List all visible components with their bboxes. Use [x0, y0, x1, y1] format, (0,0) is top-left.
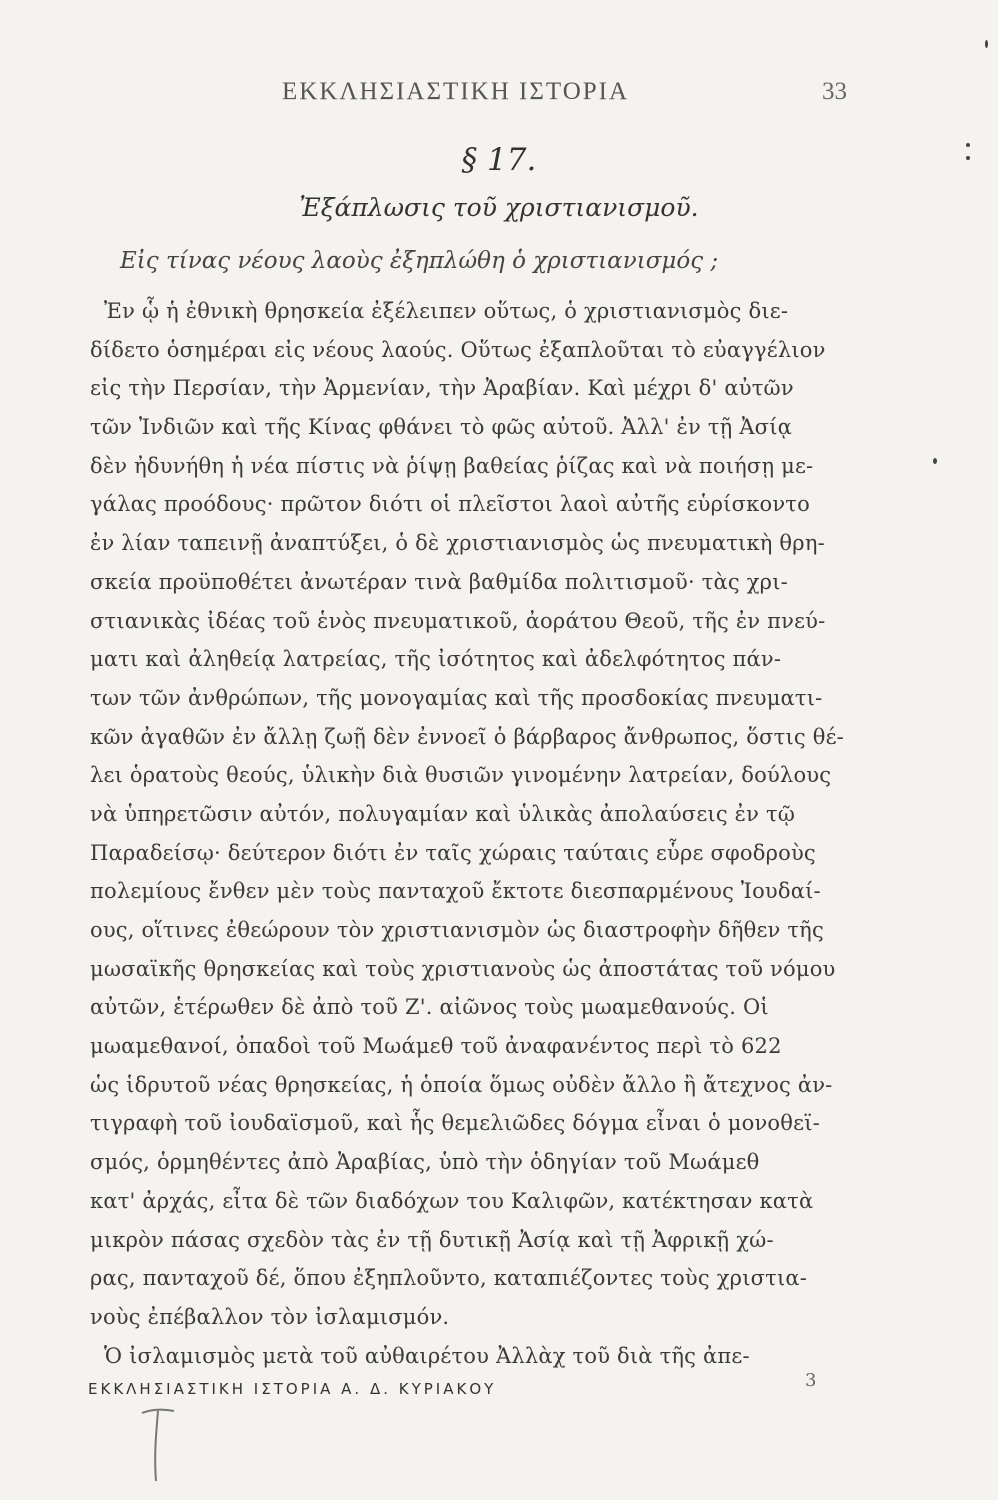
text-line: αὐτῶν, ἑτέρωθεν δὲ ἀπὸ τοῦ Ζ'. αἰῶνος τοὺς μωαμεθανούς. Οἱ	[90, 995, 769, 1020]
text-line: τιγραφὴ τοῦ ἰουδαϊσμοῦ, καὶ ἧς θεμελιῶδες δόγμα εἶναι ὁ μονοθεϊ-	[90, 1111, 820, 1136]
text-line: λει ὁρατοὺς θεούς, ὑλικὴν διὰ θυσιῶν γινομένην λατρείαν, δούλους	[90, 763, 832, 788]
text-line: μικρὸν πάσας σχεδὸν τὰς ἐν τῇ δυτικῇ Ἀσίᾳ καὶ τῇ Ἀφρικῇ χώ-	[90, 1227, 774, 1252]
text-line: δὲν ἠδυνήθη ἡ νέα πίστις νὰ ῥίψῃ βαθείας ῥίζας καὶ νὰ ποιήσῃ με-	[90, 453, 814, 478]
text-line: δίδετο ὁσημέραι εἰς νέους λαούς. Οὕτως ἐξαπλοῦται τὸ εὐαγγέλιον	[90, 337, 826, 362]
text-line: ματι καὶ ἀληθείᾳ λατρείας, τῆς ἰσότητος καὶ ἀδελφότητος πάν-	[90, 647, 782, 672]
running-title: ΕΚΚΛΗΣΙΑΣΤΙΚΗ ΙΣΤΟΡΙΑ	[282, 78, 630, 105]
section-number: § 17.	[461, 142, 537, 178]
printer-signature: ΕΚΚΛΗΣΙΑΣΤΙΚΗ ΙΣΤΟΡΙΑ Α. Δ. ΚΥΡΙΑΚΟΥ	[88, 1380, 497, 1398]
text-line: ρας, πανταχοῦ δέ, ὅπου ἐξηπλοῦντο, καταπιέζοντες τοὺς χριστια-	[90, 1266, 808, 1291]
margin-speck	[933, 458, 937, 464]
margin-speck	[966, 143, 970, 147]
text-line: Ὁ ἰσλαμισμὸς μετὰ τοῦ αὐθαιρέτου Ἀλλὰχ τοῦ διὰ τῆς ἀπε-	[104, 1343, 750, 1368]
pencil-mark-icon	[138, 1405, 178, 1485]
text-line: Παραδείσῳ· δεύτερον διότι ἐν ταῖς χώραις ταύταις εὗρε σφοδροὺς	[90, 840, 816, 865]
text-line: σμός, ὁρμηθέντες ἀπὸ Ἀραβίας, ὑπὸ τὴν ὁδηγίαν τοῦ Μωάμεθ	[90, 1150, 760, 1175]
margin-speck	[985, 40, 988, 48]
margin-speck	[966, 156, 970, 160]
text-line: στιανικὰς ἰδέας τοῦ ἑνὸς πνευματικοῦ, ἀοράτου Θεοῦ, τῆς ἐν πνεύ-	[90, 608, 826, 633]
text-line: νοὺς ἐπέβαλλον τὸν ἰσλαμισμόν.	[90, 1304, 450, 1329]
text-line: σκεία προϋποθέτει ἀνωτέραν τινὰ βαθμίδα πολιτισμοῦ· τὰς χρι-	[90, 569, 788, 594]
text-line: γάλας προόδους· πρῶτον διότι οἱ πλεῖστοι λαοὶ αὐτῆς εὑρίσκοντο	[90, 492, 810, 517]
text-line: τῶν Ἰνδιῶν καὶ τῆς Κίνας φθάνει τὸ φῶς αὐτοῦ. Ἀλλ' ἐν τῇ Ἀσίᾳ	[90, 415, 793, 440]
section-title: Ἐξάπλωσις τοῦ χριστιανισμοῦ.	[299, 193, 699, 222]
signature-number: 3	[805, 1370, 817, 1391]
text-line: πολεμίους ἔνθεν μὲν τοὺς πανταχοῦ ἔκτοτε διεσπαρμένους Ἰουδαί-	[90, 879, 821, 904]
text-line: κατ' ἀρχάς, εἶτα δὲ τῶν διαδόχων του Καλιφῶν, κατέκτησαν κατὰ	[90, 1188, 814, 1213]
text-line: νὰ ὑπηρετῶσιν αὐτόν, πολυγαμίαν καὶ ὑλικὰς ἀπολαύσεις ἐν τῷ	[90, 801, 796, 826]
section-question: Εἰς τίνας νέους λαοὺς ἐξηπλώθη ὁ χριστιανισμός ;	[120, 248, 719, 274]
text-line: μωσαϊκῆς θρησκείας καὶ τοὺς χριστιανοὺς ὡς ἀποστάτας τοῦ νόμου	[90, 956, 836, 981]
text-line: εἰς τὴν Περσίαν, τὴν Ἀρμενίαν, τὴν Ἀραβίαν. Καὶ μέχρι δ' αὐτῶν	[90, 376, 794, 401]
text-line: ους, οἵτινες ἐθεώρουν τὸν χριστιανισμὸν ὡς διαστροφὴν δῆθεν τῆς	[90, 918, 824, 942]
running-head	[0, 78, 998, 118]
page-number: 33	[822, 78, 847, 105]
text-line: ὡς ἱδρυτοῦ νέας θρησκείας, ἡ ὁποία ὅμως οὐδὲν ἄλλο ἢ ἄτεχνος ἀν-	[90, 1072, 833, 1097]
text-line: μωαμεθανοί, ὀπαδοὶ τοῦ Μωάμεθ τοῦ ἀναφανέντος περὶ τὸ 622	[90, 1034, 782, 1059]
text-line: κῶν ἀγαθῶν ἐν ἄλλῃ ζωῇ δὲν ἐννοεῖ ὁ βάρβαρος ἄνθρωπος, ὅστις θέ-	[90, 724, 844, 749]
text-line: των τῶν ἀνθρώπων, τῆς μονογαμίας καὶ τῆς προσδοκίας πνευματι-	[90, 685, 823, 710]
text-line: Ἐν ᾧ ἡ ἐθνικὴ θρησκεία ἐξέλειπεν οὕτως, ὁ χριστιανισμὸς διε-	[104, 299, 789, 323]
text-line: ἐν λίαν ταπεινῇ ἀναπτύξει, ὁ δὲ χριστιανισμὸς ὡς πνευματικὴ θρη-	[90, 531, 825, 556]
body-text	[90, 292, 880, 1375]
